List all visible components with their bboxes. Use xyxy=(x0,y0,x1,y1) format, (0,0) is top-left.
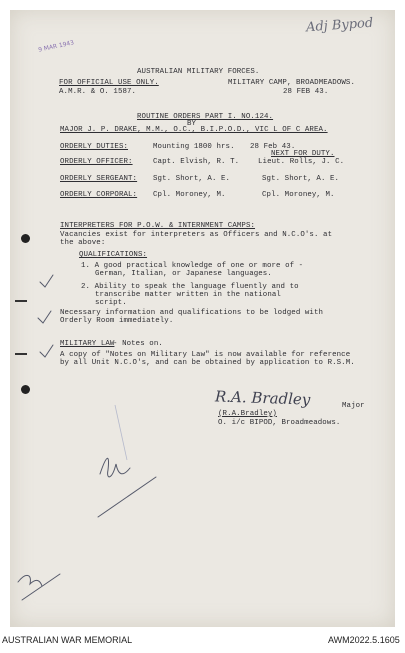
interpreters-intro-1: Vacancies exist for interpreters as Officers and N.C.O's. at xyxy=(60,231,333,239)
signature: R.A. Bradley xyxy=(214,387,311,409)
military-law-line-1: A copy of "Notes on Military Law" is now available for reference xyxy=(60,351,351,359)
header-title: AUSTRALIAN MILITARY FORCES. xyxy=(137,68,260,76)
official-use-label: FOR OFFICIAL USE ONLY. xyxy=(59,79,159,87)
duty-next-sergeant: Sgt. Short, A. E. xyxy=(262,175,340,183)
handwritten-note: Adj Bypod xyxy=(305,15,374,36)
military-law-subtitle: - Notes on. xyxy=(113,340,163,348)
received-stamp: 9 MAR 1943 xyxy=(37,39,75,54)
next-for-duty-heading: NEXT FOR DUTY. xyxy=(271,150,335,158)
duty-current-corporal: Cpl. Moroney, M. xyxy=(153,191,226,199)
order-reference: A.M.R. & O. 1587. xyxy=(59,88,137,96)
duty-label-corporal: ORDERLY CORPORAL: xyxy=(60,191,138,199)
duty-next-officer: Lieut. Rolls, J. C. xyxy=(258,158,345,166)
duty-label-duties: ORDERLY DUTIES: xyxy=(60,143,129,151)
duty-current-officer: Capt. Elvish, R. T. xyxy=(153,158,240,166)
duty-next-corporal: Cpl. Moroney, M. xyxy=(262,191,335,199)
footer-bar xyxy=(0,627,405,653)
duty-next-duties: 28 Feb 43. xyxy=(250,143,296,151)
interpreters-note-2: Orderly Room immediately. xyxy=(60,317,174,325)
duty-current-sergeant: Sgt. Short, A. E. xyxy=(153,175,231,183)
order-date: 28 FEB 43. xyxy=(283,88,329,96)
interpreters-intro-2: the above: xyxy=(60,239,106,247)
duty-label-officer: ORDERLY OFFICER: xyxy=(60,158,133,166)
military-law-line-2: by all Unit N.C.O's, and can be obtained by application to R.S.M. xyxy=(60,359,355,367)
qualification-1-line-2: German, Italian, or Japanese languages. xyxy=(95,270,272,278)
footer-id: AWM2022.5.1605 xyxy=(328,635,400,645)
qualification-2-line-3: script. xyxy=(95,299,127,307)
interpreters-note-1: Necessary information and qualifications to be lodged with xyxy=(60,309,324,317)
orders-issuer: MAJOR J. P. DRAKE, M.M., O.C., B.I.P.O.D., VIC L OF C AREA. xyxy=(60,126,328,134)
signatory-name: (R.A.Bradley) xyxy=(218,410,277,418)
qualifications-heading: QUALIFICATIONS: xyxy=(79,251,148,259)
camp-name: MILITARY CAMP, BROADMEADOWS. xyxy=(228,79,355,87)
duty-current-duties: Mounting 1800 hrs. xyxy=(153,143,235,151)
signatory-position: O. i/c BIPOD, Broadmeadows. xyxy=(218,419,341,427)
qualification-2-line-2: transcribe matter written in the national xyxy=(95,291,281,299)
qualification-2-line-1: 2. Ability to speak the language fluently and to xyxy=(81,283,299,291)
interpreters-heading: INTERPRETERS FOR P.O.W. & INTERNMENT CAMPS: xyxy=(60,222,256,230)
duty-label-sergeant: ORDERLY SERGEANT: xyxy=(60,175,138,183)
qualification-1-line-1: 1. A good practical knowledge of one or more of - xyxy=(81,262,304,270)
orders-by: BY xyxy=(187,120,197,128)
signatory-rank: Major xyxy=(342,402,365,410)
military-law-heading: MILITARY LAW xyxy=(60,340,115,348)
orders-title: ROUTINE ORDERS PART I. NO.124. xyxy=(137,113,274,121)
footer-source: AUSTRALIAN WAR MEMORIAL xyxy=(2,635,133,645)
